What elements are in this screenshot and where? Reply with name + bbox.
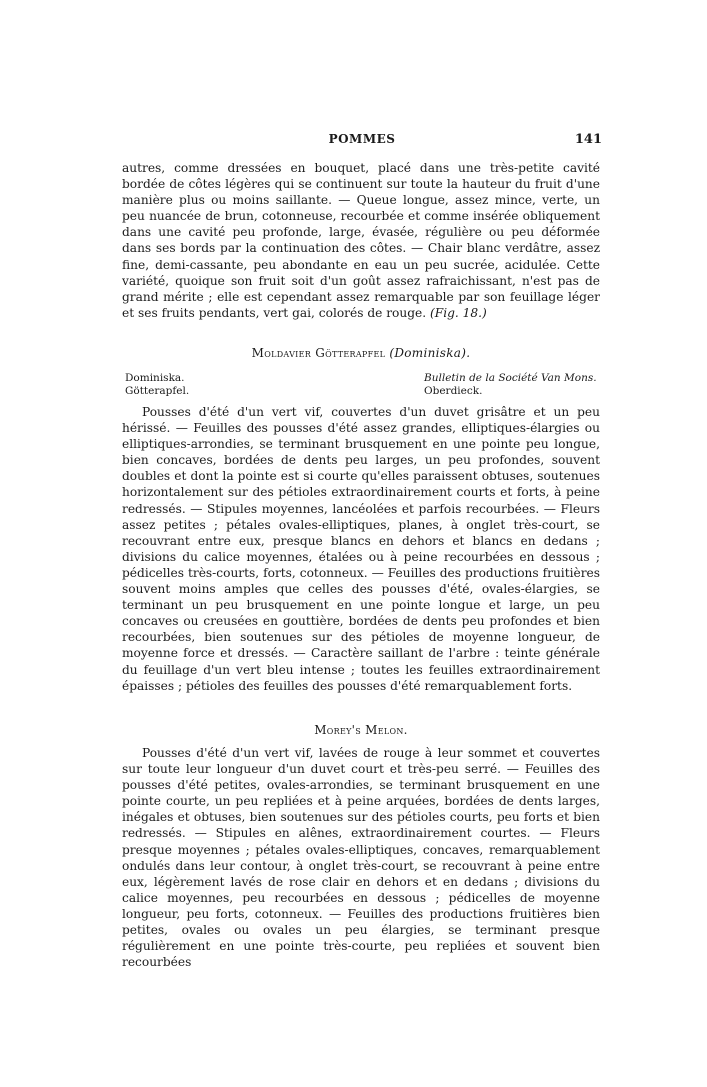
section-paragraph-moldavier	[122, 404, 600, 694]
section-title-text: Moldavier Götterapfel	[251, 346, 386, 360]
figure-reference: (Fig. 18.)	[430, 305, 487, 320]
running-title: POMMES	[328, 132, 396, 146]
synonym-source: Bulletin de la Société Van Mons.	[424, 372, 597, 384]
synonym-name: Dominiska.	[125, 372, 185, 384]
synonym-source: Oberdieck.	[424, 385, 483, 397]
section-title-moreys-melon	[122, 723, 600, 737]
running-header	[122, 132, 602, 152]
section-paragraph-moreys-melon	[122, 745, 600, 970]
section-title-text: Morey's Melon.	[314, 723, 408, 737]
section-title-italic: (Dominiska).	[389, 346, 471, 360]
page-number: 141	[574, 132, 602, 147]
intro-paragraph	[122, 160, 600, 321]
intro-text: autres, comme dressées en bouquet, placé dans une très-petite cavité bordée de côtes légères qui se continuent sur toute la hauteur du fruit d'une manière plus ou moins saillante. — Queue longue, assez mince, verte, un peu nuancée de brun, cotonneuse, recourbée et comme insérée obliquement dans une cavité peu profonde, large, évasée, régulière ou peu déformée dans ses bords par la continuation des côtes. — Chair blanc verdâtre, assez fine, demi-cassante, peu abondante en eau un peu sucrée, acidulée. Cette variété, quoique son fruit soit d'un goût assez rafraichissant, n'est pas de grand mérite ; elle est cependant assez remarquable par son feuillage léger et ses fruits pendants, vert gai, colorés de rouge.	[122, 161, 600, 320]
section-title-moldavier	[122, 346, 600, 360]
paragraph-text: Pousses d'été d'un vert vif, lavées de rouge à leur sommet et couvertes sur toute leur longueur d'un duvet court et très-peu serré. — Feuilles des pousses d'été petites, ovales-arrondies, se terminant brusquement en une pointe courte, un peu repliées et à peine arquées, bordées de dents larges, inégales et obtuses, bien soutenues sur des pétioles courts, peu forts et bien redressés. — Stipules en alênes, extraordinairement courtes. — Fleurs presque moyennes ; pétales ovales-elliptiques, concaves, remarquablement ondulés dans leur contour, à onglet très-court, se recouvrant à peine entre eux, légèrement lavés de rose clair en dehors et en dedans ; divisions du calice moyennes, peu recourbées en dessous ; pédicelles de moyenne longueur, peu forts, cotonneux. — Feuilles des productions fruitières bien petites, ovales ou ovales un peu élargies, se terminant presque régulièrement en une pointe très-courte, peu repliées et souvent bien recourbées	[122, 746, 600, 970]
intro-paragraph-block	[122, 160, 600, 321]
paragraph-text: Pousses d'été d'un vert vif, couvertes d'un duvet grisâtre et un peu hérissé. — Feuilles des pousses d'été assez grandes, elliptiques-élargies ou elliptiques-arrondies, se terminant brusquement en une pointe peu longue, bien concaves, bordées de dents peu larges, un peu profondes, souvent doubles et dont la pointe est si courte qu'elles paraissent obtuses, soutenues horizontalement sur des pétioles extraordinairement courts et forts, à peine redressés. — Stipules moyennes, lancéolées et parfois recourbées. — Fleurs assez petites ; pétales ovales-elliptiques, planes, à onglet très-court, se recouvrant entre eux, presque blancs en dehors et blancs en dedans ; divisions du calice moyennes, étalées ou à peine recourbées en dessous ; pédicelles très-courts, forts, cotonneux. — Feuilles des productions fruitières souvent moins amples que celles des pousses d'été, ovales-élargies, se terminant un peu brusquement en une pointe longue et large, un peu concaves ou creusées en gouttière, bordées de dents peu profondes et bien recourbées, bien soutenues sur des pétioles de moyenne longueur, de moyenne force et dressés. — Caractère saillant de l'arbre : teinte générale du feuillage d'un vert bleu intense ; toutes les feuilles extraordinairement épaisses ; pétioles des feuilles des pousses d'été remarquablement forts.	[122, 405, 600, 693]
synonym-name: Götterapfel.	[125, 385, 190, 397]
